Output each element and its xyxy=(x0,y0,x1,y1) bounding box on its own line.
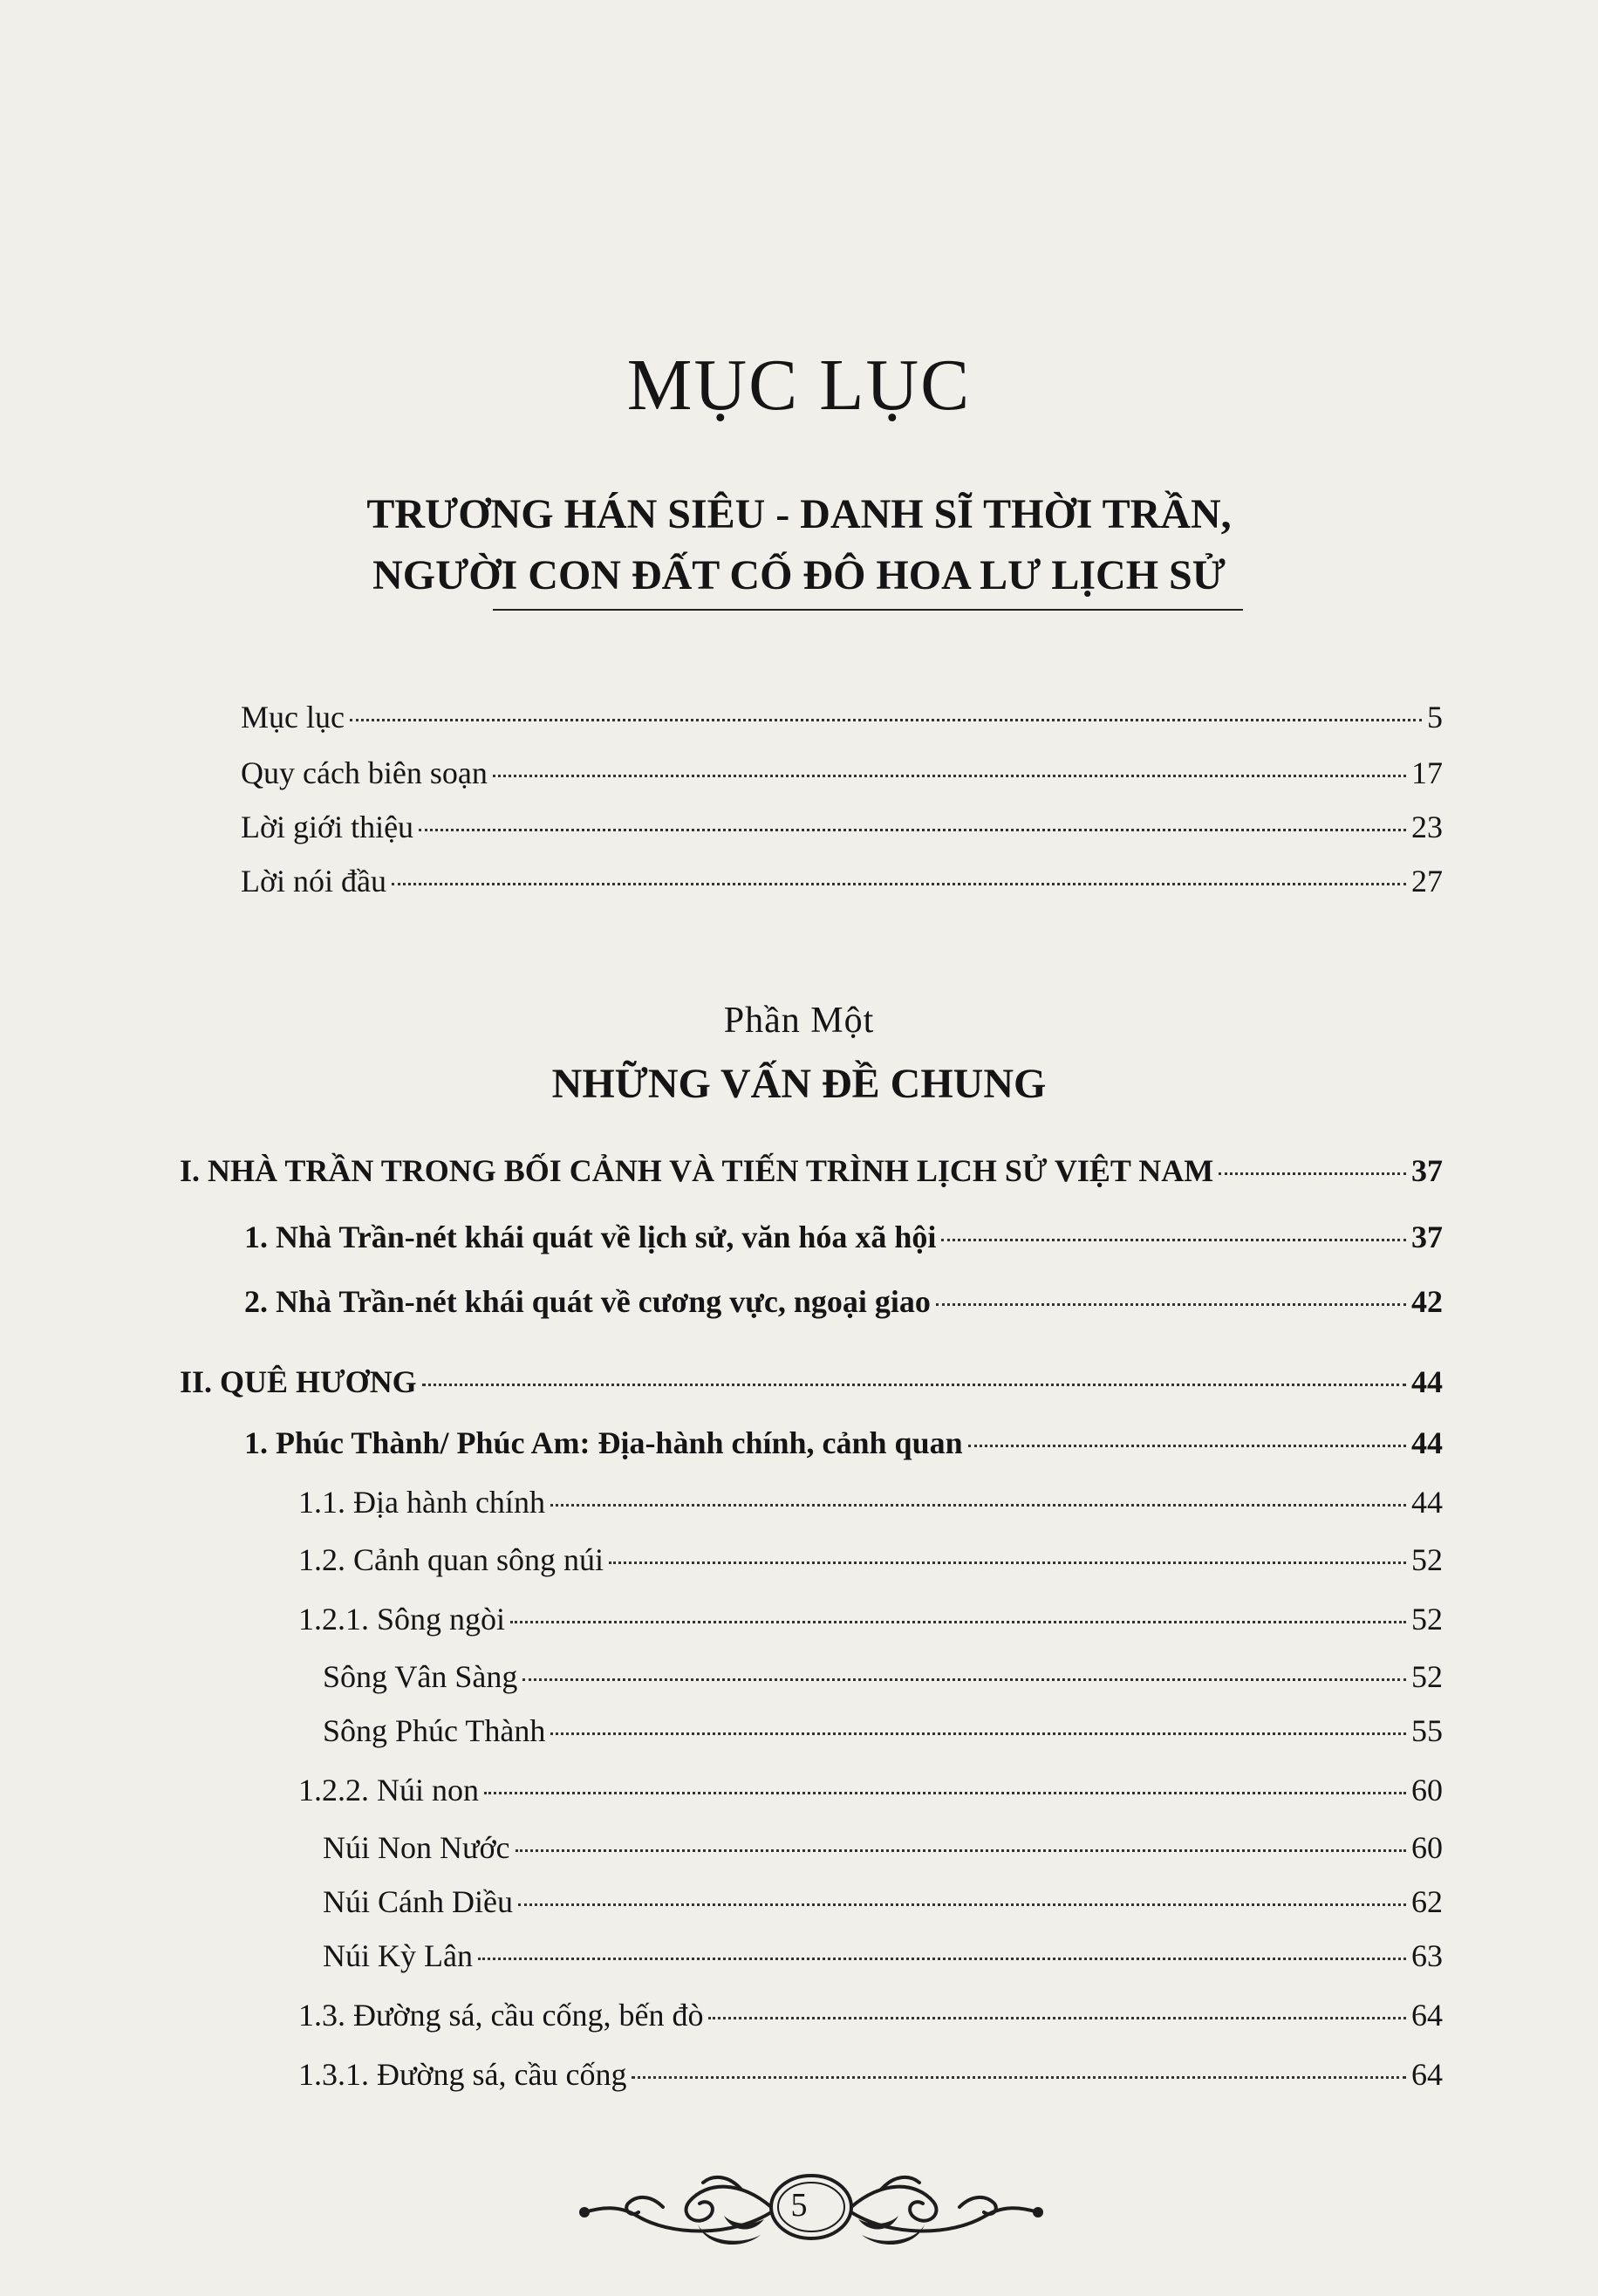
toc-entry-title: 1.2.1. Sông ngòi xyxy=(298,1602,506,1637)
toc-entry-page: 63 xyxy=(1411,1938,1443,1973)
toc-entry-page: 60 xyxy=(1411,1773,1443,1807)
dot-leader xyxy=(708,2017,1406,2019)
dot-leader xyxy=(936,1303,1406,1306)
toc-subentry[interactable] xyxy=(323,1937,1443,1975)
toc-subentry[interactable] xyxy=(298,1483,1443,1521)
toc-entry-title: 2. Nhà Trần-nét khái quát về cương vực, ngoại giao xyxy=(244,1284,931,1319)
toc-entry-title: Lời giới thiệu xyxy=(241,810,414,844)
toc-entry-page: 5 xyxy=(1427,700,1443,735)
toc-subentry[interactable] xyxy=(323,1712,1443,1750)
toc-entry-page: 52 xyxy=(1411,1602,1443,1637)
toc-entry-title: 1.3.1. Đường sá, cầu cống xyxy=(298,2057,627,2092)
toc-subentry[interactable] xyxy=(298,1996,1443,2034)
toc-entry-page: 60 xyxy=(1411,1830,1443,1865)
dot-leader xyxy=(550,1504,1406,1507)
toc-entry-page: 44 xyxy=(1411,1425,1443,1460)
toc-entry[interactable] xyxy=(241,862,1443,900)
toc-subentry[interactable] xyxy=(323,1828,1443,1867)
book-title-line-2: NGƯỜI CON ĐẤT CỐ ĐÔ HOA LƯ LỊCH SỬ xyxy=(372,552,1226,598)
toc-section-entry[interactable] xyxy=(180,1151,1443,1190)
toc-entry-title: II. QUÊ HƯƠNG xyxy=(180,1364,417,1399)
part-title: NHỮNG VẤN ĐỀ CHUNG xyxy=(551,1061,1047,1107)
dot-leader xyxy=(350,719,1422,721)
toc-entry-title: Lời nói đầu xyxy=(241,864,387,899)
toc-entry-title: Quy cách biên soạn xyxy=(241,755,488,790)
page-number: 5 xyxy=(790,2187,808,2224)
toc-entry-title: Núi Kỳ Lân xyxy=(323,1938,473,1973)
toc-subentry[interactable] xyxy=(298,1771,1443,1809)
part-label: Phần Một xyxy=(723,1001,875,1041)
toc-entry-title: Sông Phúc Thành xyxy=(323,1713,546,1748)
toc-entry[interactable] xyxy=(244,1218,1443,1256)
toc-entry-page: 64 xyxy=(1411,2057,1443,2092)
toc-subentry[interactable] xyxy=(298,1600,1443,1638)
toc-entry-page: 23 xyxy=(1411,810,1443,844)
toc-subentry[interactable] xyxy=(298,2055,1443,2094)
dot-leader xyxy=(478,1958,1406,1960)
toc-entry-page: 17 xyxy=(1411,755,1443,790)
dot-leader xyxy=(516,1849,1406,1852)
dot-leader xyxy=(968,1445,1406,1447)
toc-entry-page: 52 xyxy=(1411,1542,1443,1577)
dot-leader xyxy=(550,1732,1406,1735)
dot-leader xyxy=(941,1239,1406,1241)
book-title-line-1: TRƯƠNG HÁN SIÊU - DANH SĨ THỜI TRẦN, xyxy=(366,491,1232,537)
toc-entry-page: 42 xyxy=(1411,1284,1443,1319)
toc-entry-title: 1. Phúc Thành/ Phúc Am: Địa-hành chính, cảnh quan xyxy=(244,1425,963,1460)
dot-leader xyxy=(609,1561,1406,1564)
toc-entry-title: Sông Vân Sàng xyxy=(323,1659,518,1694)
toc-entry[interactable] xyxy=(241,754,1443,792)
toc-entry-title: 1.3. Đường sá, cầu cống, bến đò xyxy=(298,1998,704,2033)
toc-entry[interactable] xyxy=(241,698,1443,736)
page-title: MỤC LỤC xyxy=(626,345,972,426)
toc-entry-title: 1.1. Địa hành chính xyxy=(298,1485,545,1520)
toc-entry-page: 27 xyxy=(1411,864,1443,899)
toc-subentry[interactable] xyxy=(298,1541,1443,1579)
toc-entry-title: 1.2.2. Núi non xyxy=(298,1773,479,1807)
dot-leader xyxy=(422,1384,1406,1386)
dot-leader xyxy=(493,775,1406,777)
toc-entry-page: 64 xyxy=(1411,1998,1443,2033)
title-underline xyxy=(493,609,1243,611)
toc-entry-page: 52 xyxy=(1411,1659,1443,1694)
toc-entry-page: 44 xyxy=(1411,1364,1443,1399)
toc-entry-page: 37 xyxy=(1411,1220,1443,1254)
toc-entry-page: 37 xyxy=(1411,1153,1443,1188)
dot-leader xyxy=(632,2076,1406,2079)
toc-entry[interactable] xyxy=(241,808,1443,846)
toc-entry[interactable] xyxy=(244,1282,1443,1321)
toc-subentry[interactable] xyxy=(323,1657,1443,1696)
dot-leader xyxy=(510,1621,1406,1623)
dot-leader xyxy=(484,1792,1406,1794)
toc-section-entry[interactable] xyxy=(180,1363,1443,1401)
dot-leader xyxy=(392,883,1406,885)
toc-entry-title: I. NHÀ TRẦN TRONG BỐI CẢNH VÀ TIẾN TRÌNH LỊCH SỬ VIỆT NAM xyxy=(180,1153,1214,1188)
toc-entry-page: 62 xyxy=(1411,1884,1443,1919)
dot-leader xyxy=(419,829,1406,831)
toc-entry-title: 1. Nhà Trần-nét khái quát về lịch sử, văn hóa xã hội xyxy=(244,1220,937,1254)
toc-subentry[interactable] xyxy=(323,1883,1443,1921)
toc-entry-title: 1.2. Cảnh quan sông núi xyxy=(298,1542,604,1577)
toc-entry-title: Núi Cánh Diều xyxy=(323,1884,513,1919)
toc-entry-title: Mục lục xyxy=(241,700,345,735)
toc-entry-title: Núi Non Nước xyxy=(323,1830,510,1865)
dot-leader xyxy=(518,1903,1406,1906)
toc-entry-page: 44 xyxy=(1411,1485,1443,1520)
toc-entry-page: 55 xyxy=(1411,1713,1443,1748)
dot-leader xyxy=(522,1678,1406,1681)
toc-entry[interactable] xyxy=(244,1424,1443,1462)
dot-leader xyxy=(1219,1172,1406,1175)
